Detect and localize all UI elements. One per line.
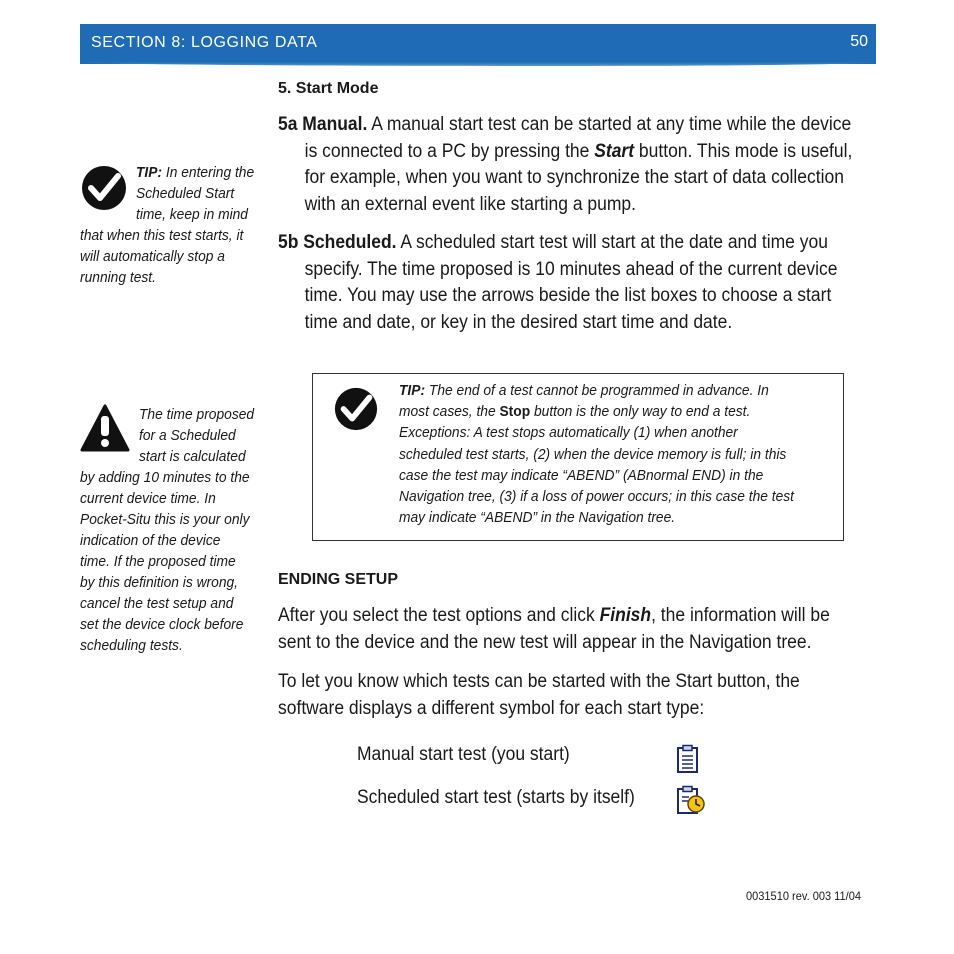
section-header-bar [80, 24, 876, 64]
tip-box-text [399, 380, 822, 528]
side-warning-top [139, 404, 254, 467]
tip-box-line: Navigation tree, (3) if a loss of power occurs; in this case the test [399, 488, 795, 506]
checkmark-tip-icon [80, 164, 128, 212]
ending-text: , the information will be [651, 605, 830, 626]
tip-box-line: case the test may indicate “ABEND” (ABnormal END) in the [399, 466, 764, 484]
ending-text: After you select the test options and click [278, 605, 600, 626]
scheduled-label: 5b Scheduled. [278, 232, 397, 253]
side-warning-bottom [80, 467, 250, 656]
side-warning-line: by this definition is wrong, [80, 574, 239, 591]
scheduled-text-3: time. You may use the arrows beside the list boxes to choose a start [304, 285, 832, 306]
ending-text: software displays a different symbol for each start type: [278, 697, 705, 719]
side-warning-line: cancel the test setup and [80, 595, 234, 612]
side-tip-label: TIP: [136, 164, 163, 181]
scheduled-text-4: time and date, or key in the desired start time and date. [304, 311, 733, 333]
page-number: 50 [850, 33, 868, 50]
side-tip-line: that when this test starts, it [80, 227, 244, 244]
side-warning-line: for a Scheduled [139, 427, 236, 444]
side-tip-line: Scheduled Start [136, 185, 235, 202]
scheduled-text-1: A scheduled start test will start at the date and time you [396, 232, 828, 253]
tip-box-line: button is the only way to end a test. [530, 403, 751, 421]
manual-symbol-label: Manual start test (you start) [357, 744, 570, 765]
manual-text-2a: is connected to a PC by pressing the [304, 140, 595, 162]
side-tip-top [136, 162, 254, 225]
scheduled-start-paragraph [278, 230, 867, 336]
ending-text: To let you know which tests can be started with the Start button, the [278, 671, 800, 692]
ending-setup-paragraph-2 [278, 669, 800, 722]
clipboard-icon [675, 744, 701, 774]
manual-text-1: A manual start test can be started at any time while the device [367, 114, 852, 135]
scheduled-symbol-label: Scheduled start test (starts by itself) [357, 787, 635, 808]
scheduled-text-2: specify. The time proposed is 10 minutes ahead of the current device [304, 258, 838, 280]
manual-label: 5a Manual. [278, 114, 368, 135]
ending-text: sent to the device and the new test will appear in the Navigation tree. [278, 631, 812, 653]
side-warning-line: set the device clock before [80, 616, 244, 633]
side-warning-line: indication of the device [80, 532, 221, 549]
tip-box-line: scheduled test starts, (2) when the device memory is full; in this [399, 445, 787, 463]
tip-box-line: Exceptions: A test stops automatically (1) when another [399, 424, 738, 442]
manual-start-paragraph [278, 112, 867, 218]
ending-setup-heading: ENDING SETUP [278, 571, 399, 588]
side-warning-line: time. If the proposed time [80, 553, 236, 570]
start-word: Start [594, 140, 635, 162]
start-mode-heading: 5. Start Mode [278, 80, 379, 97]
warning-icon [80, 404, 130, 452]
tip-box-line: most cases, the [399, 403, 500, 421]
side-warning-line: by adding 10 minutes to the [80, 469, 250, 486]
side-tip-line: running test. [80, 269, 156, 286]
manual-text-4: with an external event like starting a pump. [304, 193, 637, 215]
side-tip-line: will automatically stop a [80, 248, 225, 265]
side-tip-line: In entering the [162, 164, 255, 181]
section-title: SECTION 8: LOGGING DATA [91, 34, 318, 51]
side-tip-line: time, keep in mind [136, 206, 248, 223]
side-warning-line: scheduling tests. [80, 637, 183, 654]
finish-word: Finish [599, 605, 652, 626]
ending-setup-paragraph-1 [278, 603, 830, 656]
side-warning-line: current device time. In [80, 490, 216, 507]
tip-box-line: may indicate “ABEND” in the Navigation tree. [399, 509, 676, 527]
side-tip-bottom [80, 225, 243, 288]
checkmark-tip-icon [333, 386, 379, 432]
side-warning-line: start is calculated [139, 448, 246, 465]
tip-box-line: The end of a test cannot be programmed in advance. In [425, 382, 769, 399]
clipboard-clock-icon [675, 785, 707, 815]
manual-text-2b: button. This mode is useful, [634, 140, 853, 162]
manual-text-3: for example, when you want to synchronize the start of data collection [304, 167, 844, 188]
tip-box [312, 373, 844, 541]
side-warning-line: The time proposed [139, 406, 255, 423]
tip-box-label: TIP: [399, 382, 426, 399]
stop-word: Stop [499, 403, 531, 421]
document-revision-footer: 0031510 rev. 003 11/04 [746, 889, 861, 903]
side-warning-line: Pocket-Situ this is your only [80, 511, 250, 528]
